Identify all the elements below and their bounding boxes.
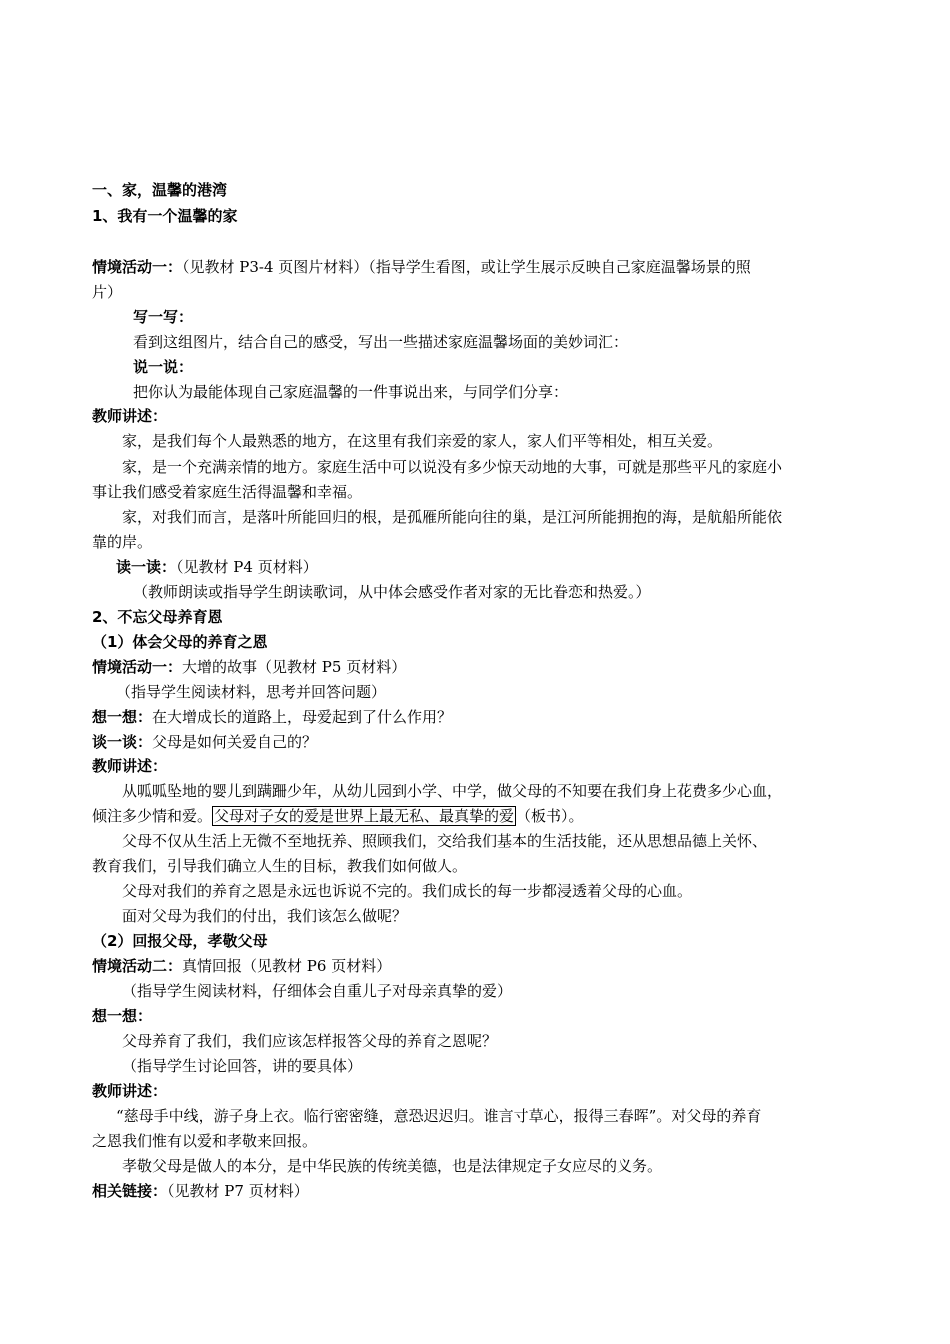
activity-1-label: 情境活动一： <box>92 258 183 276</box>
board-note-suffix: （板书）。 <box>516 807 584 825</box>
talk-paragraph <box>92 732 862 752</box>
activity-2-text: 大增的故事（见教材 P5 页材料） <box>182 658 407 676</box>
activity-1-text: （见教材 P3-4 页图片材料）（指导学生看图，或让学生展示反映自己家庭温馨场景的照 <box>182 258 751 276</box>
say-label: 说一说： <box>133 358 194 376</box>
related-link-label: 相关链接： <box>92 1182 168 1200</box>
talk-label: 谈一谈： <box>92 733 153 751</box>
teacher-2-text: 倾注多少情和爱。 <box>92 807 213 825</box>
section-1-2-title: 2、不忘父母养育恩 <box>92 608 223 626</box>
activity-2-note: （指导学生阅读材料，思考并回答问题） <box>116 683 387 701</box>
related-link-text: （见教材 P7 页材料） <box>167 1182 309 1200</box>
teacher-1-para-1: 家，是我们每个人最熟悉的地方，在这里有我们亲爱的家人，家人们平等相处，相互关爱。 <box>122 432 723 450</box>
activity-2-label: 情境活动一： <box>92 658 183 676</box>
teacher-1-para-3: 家，对我们而言，是落叶所能回归的根，是孤雁所能向往的巢，是江河所能拥抱的海，是航船所能依 <box>122 508 783 526</box>
teacher-2-para-4: 面对父母为我们的付出，我们该怎么做呢？ <box>122 907 408 925</box>
think-2-note: （指导学生讨论回答，讲的要具体） <box>122 1057 363 1075</box>
say-text: 把你认为最能体现自己家庭温馨的一件事说出来，与同学们分享： <box>133 383 569 401</box>
teacher-label-3: 教师讲述： <box>92 1082 168 1100</box>
write-text: 看到这组图片，结合自己的感受，写出一些描述家庭温馨场面的美妙词汇： <box>133 333 629 351</box>
teacher-1-para-2-cont: 事让我们感受着家庭生活得温馨和幸福。 <box>92 483 363 501</box>
write-label: 写一写： <box>133 308 194 326</box>
teacher-label-2: 教师讲述： <box>92 757 168 775</box>
teacher-1-para-3-cont: 靠的岸。 <box>92 533 153 551</box>
think-1-paragraph <box>92 707 862 727</box>
section-1-1-title: 1、我有一个温馨的家 <box>92 207 238 225</box>
read-note: （教师朗读或指导学生朗读歌词，从中体会感受作者对家的无比眷恋和热爱。） <box>133 583 651 601</box>
think-1-label: 想一想： <box>92 708 153 726</box>
activity-3-label: 情境活动二： <box>92 957 183 975</box>
activity-3-paragraph <box>92 956 862 976</box>
read-text: （见教材 P4 页材料） <box>176 558 318 576</box>
teacher-label-1: 教师讲述： <box>92 407 168 425</box>
teacher-2-para-3: 父母对我们的养育之恩是永远也诉说不完的。我们成长的每一步都浸透着父母的心血。 <box>122 882 693 900</box>
section-1-title: 一、家，温馨的港湾 <box>92 181 228 199</box>
think-1-text: 在大增成长的道路上，母爱起到了什么作用？ <box>152 708 453 726</box>
related-link-paragraph <box>92 1181 862 1201</box>
teacher-3-para-1-cont: 之恩我们惟有以爱和孝敬来回报。 <box>92 1132 318 1150</box>
activity-3-note: （指导学生阅读材料，仔细体会自重儿子对母亲真挚的爱） <box>122 982 513 1000</box>
teacher-3-para-2: 孝敬父母是做人的本分，是中华民族的传统美德，也是法律规定子女应尽的义务。 <box>122 1157 663 1175</box>
teacher-2-para-2-cont: 教育我们，引导我们确立人生的目标，教我们如何做人。 <box>92 857 468 875</box>
teacher-3-para-1: “慈母手中线，游子身上衣。临行密密缝，意恐迟迟归。谁言寸草心，报得三春晖”。对父母的养育 <box>116 1107 762 1125</box>
boxed-board-note: 父母对子女的爱是世界上最无私、最真挚的爱 <box>214 807 515 825</box>
think-2-label: 想一想： <box>92 1007 153 1025</box>
activity-1-paragraph <box>92 257 862 277</box>
think-2-text: 父母养育了我们，我们应该怎样报答父母的养育之恩呢？ <box>122 1032 498 1050</box>
teacher-2-para-2: 父母不仅从生活上无微不至地抚养、照顾我们，交给我们基本的生活技能，还从思想品德上关怀、 <box>122 832 768 850</box>
subsection-1-title: （1）体会父母的养育之恩 <box>92 633 268 651</box>
teacher-2-para-1-cont <box>92 806 862 826</box>
activity-1-text-cont: 片） <box>92 283 123 301</box>
activity-2-paragraph <box>92 657 862 677</box>
activity-3-text: 真情回报（见教材 P6 页材料） <box>182 957 392 975</box>
read-label: 读一读： <box>116 558 177 576</box>
talk-text: 父母是如何关爱自己的？ <box>152 733 318 751</box>
read-paragraph <box>116 557 886 577</box>
teacher-1-para-2: 家，是一个充满亲情的地方。家庭生活中可以说没有多少惊天动地的大事，可就是那些平凡的家庭小 <box>122 458 783 476</box>
subsection-2-title: （2）回报父母，孝敬父母 <box>92 932 268 950</box>
teacher-2-para-1: 从呱呱坠地的婴儿到蹒跚少年，从幼儿园到小学、中学，做父母的不知要在我们身上花费多少心血， <box>122 782 783 800</box>
